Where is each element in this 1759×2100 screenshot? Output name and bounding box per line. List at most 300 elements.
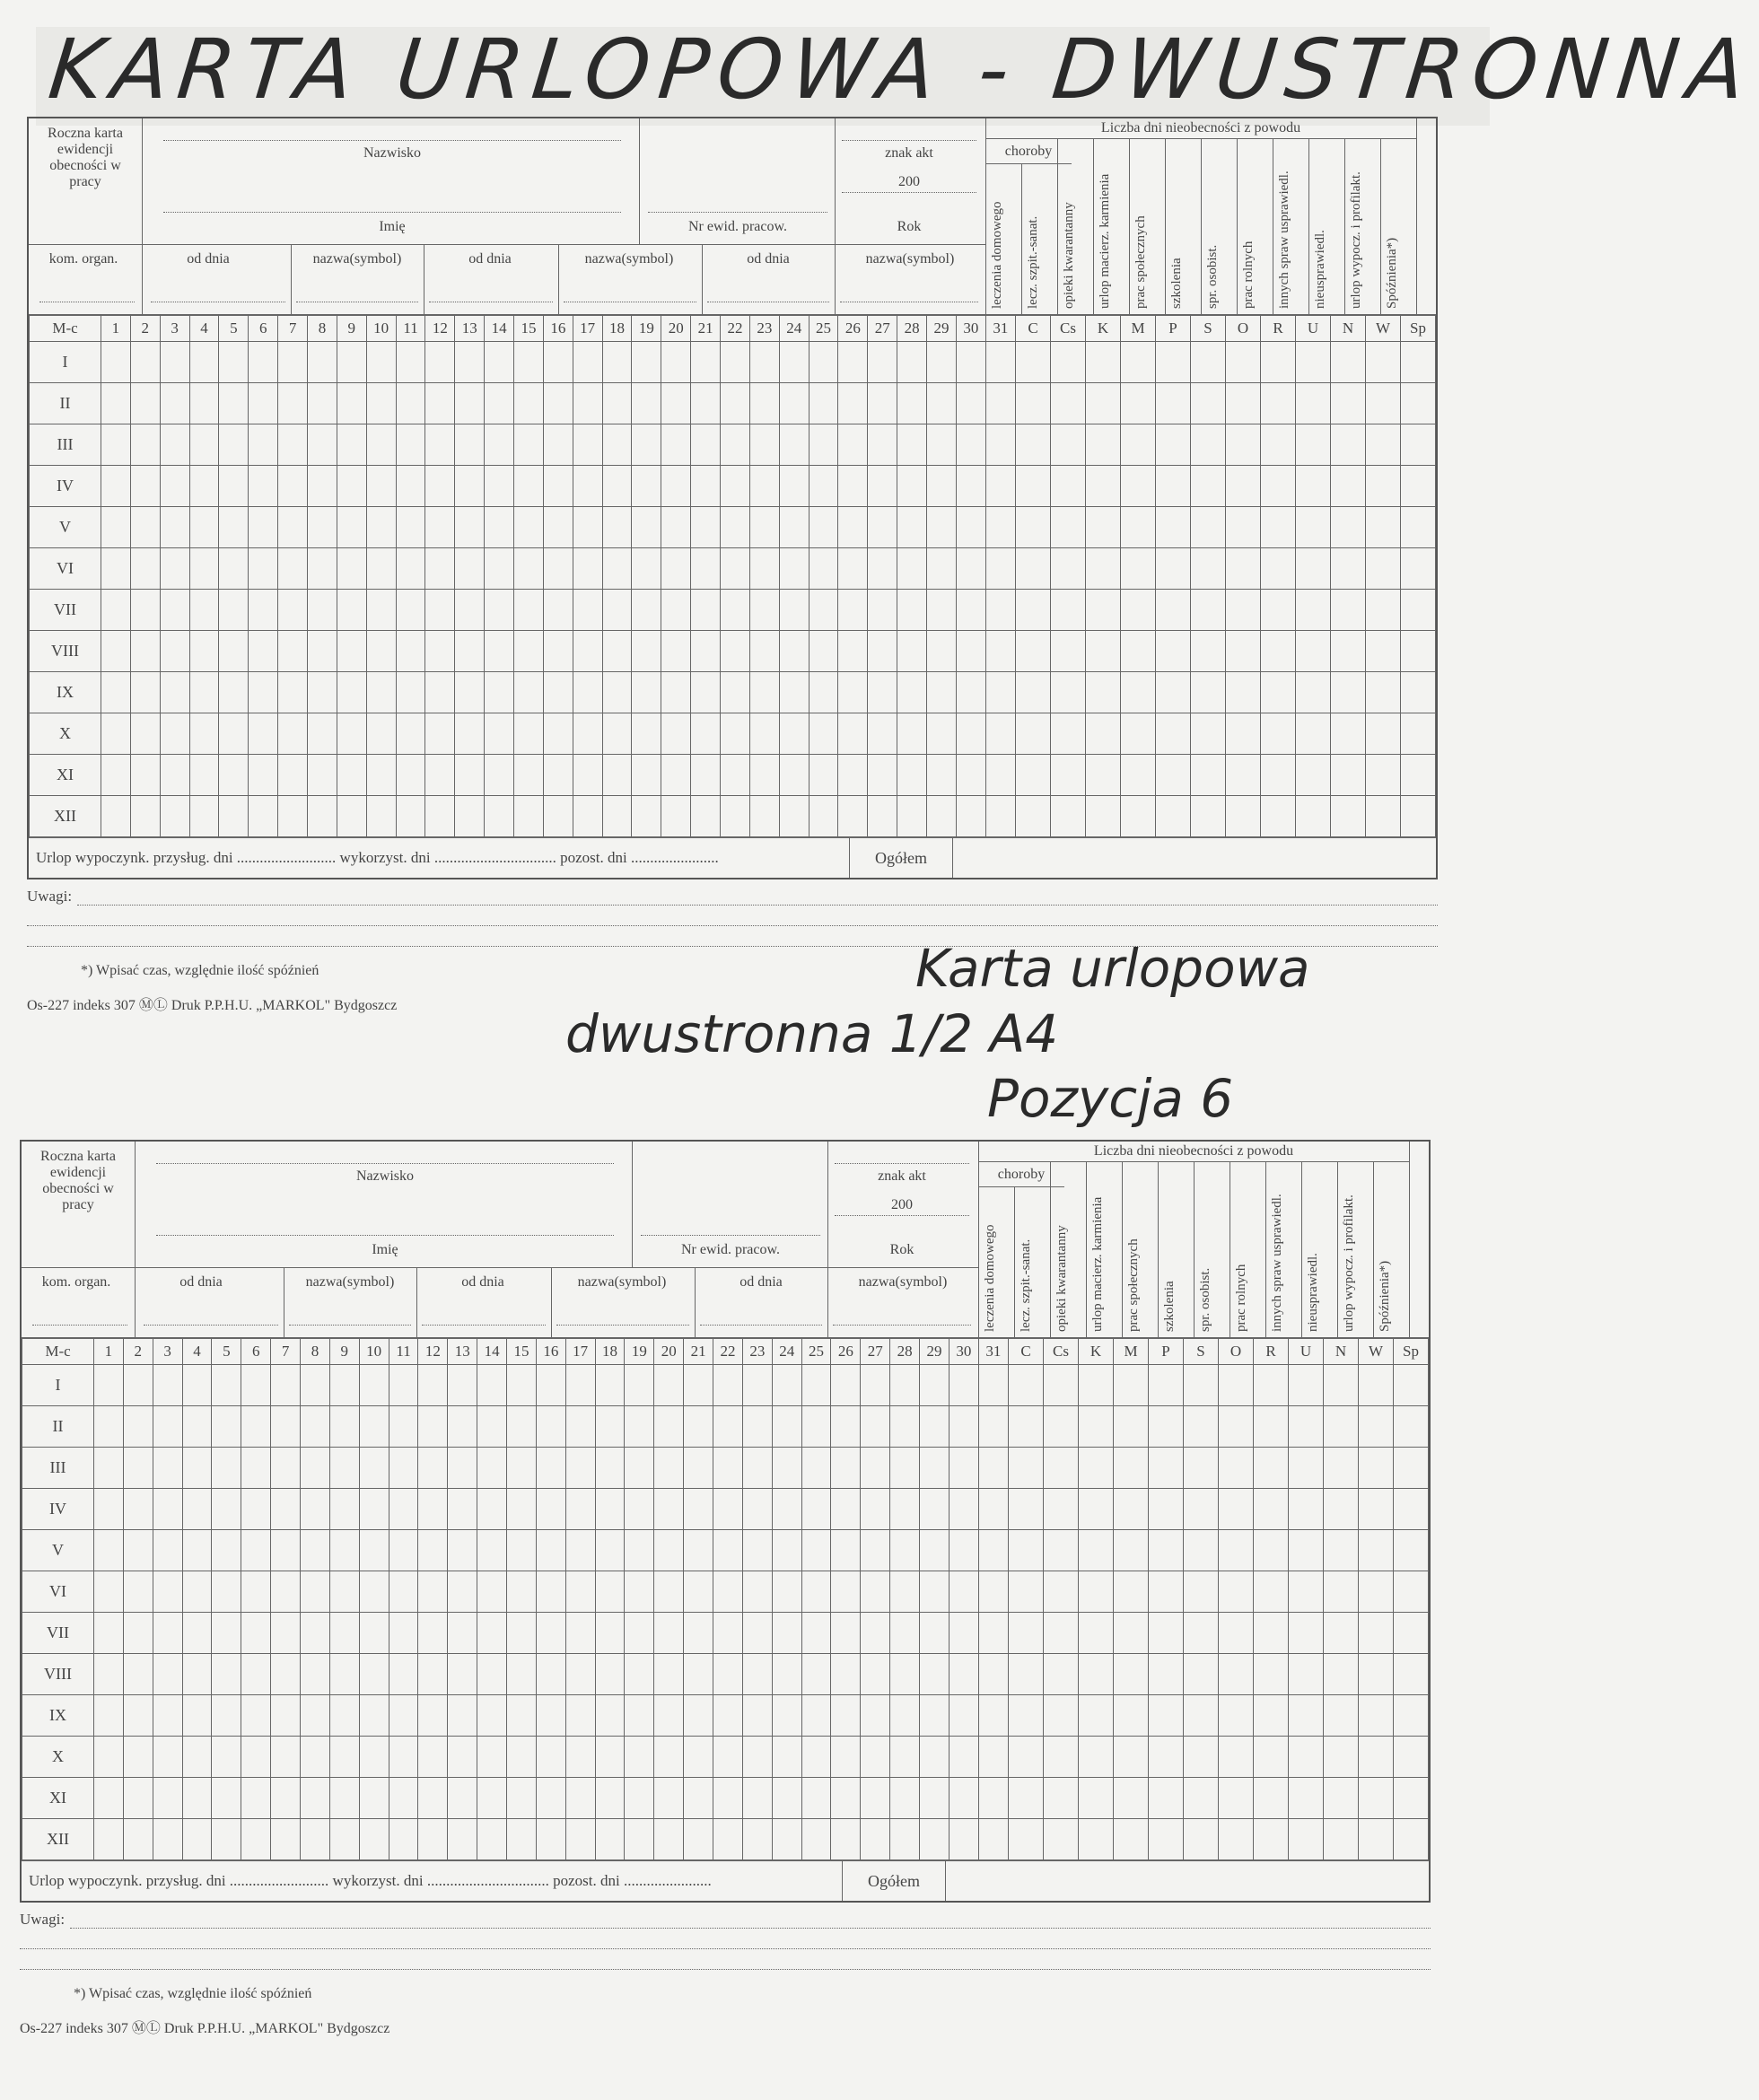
grid-cell[interactable] xyxy=(1051,466,1086,507)
grid-cell[interactable] xyxy=(1359,1406,1394,1448)
grid-cell[interactable] xyxy=(1289,1654,1324,1695)
grid-cell[interactable] xyxy=(772,1613,801,1654)
grid-cell[interactable] xyxy=(123,1365,153,1406)
grid-cell[interactable] xyxy=(868,631,897,672)
grid-cell[interactable] xyxy=(1401,342,1436,383)
grid-cell[interactable] xyxy=(897,548,927,590)
grid-cell[interactable] xyxy=(654,1778,684,1819)
grid-cell[interactable] xyxy=(241,1365,271,1406)
grid-cell[interactable] xyxy=(485,383,514,424)
grid-cell[interactable] xyxy=(1149,1737,1184,1778)
grid-cell[interactable] xyxy=(801,1737,831,1778)
grid-cell[interactable] xyxy=(418,1613,448,1654)
grid-cell[interactable] xyxy=(455,631,485,672)
grid-cell[interactable] xyxy=(359,1819,389,1860)
grid-cell[interactable] xyxy=(189,424,219,466)
grid-cell[interactable] xyxy=(1226,507,1261,548)
grid-cell[interactable] xyxy=(985,796,1015,837)
grid-cell[interactable] xyxy=(366,713,396,755)
grid-cell[interactable] xyxy=(1254,1613,1289,1654)
grid-cell[interactable] xyxy=(691,383,721,424)
grid-cell[interactable] xyxy=(308,424,337,466)
grid-cell[interactable] xyxy=(123,1819,153,1860)
grid-cell[interactable] xyxy=(1184,1571,1219,1613)
grid-cell[interactable] xyxy=(691,631,721,672)
grid-cell[interactable] xyxy=(949,1489,978,1530)
grid-cell[interactable] xyxy=(477,1365,507,1406)
grid-cell[interactable] xyxy=(337,631,366,672)
grid-cell[interactable] xyxy=(301,1737,330,1778)
grid-cell[interactable] xyxy=(1044,1571,1079,1613)
grid-cell[interactable] xyxy=(1156,590,1191,631)
grid-cell[interactable] xyxy=(1296,507,1331,548)
grid-cell[interactable] xyxy=(956,383,985,424)
grid-cell[interactable] xyxy=(749,713,779,755)
grid-cell[interactable] xyxy=(1009,1695,1044,1737)
grid-cell[interactable] xyxy=(1219,1613,1254,1654)
grid-cell[interactable] xyxy=(389,1819,418,1860)
grid-cell[interactable] xyxy=(1289,1448,1324,1489)
grid-cell[interactable] xyxy=(241,1571,271,1613)
grid-cell[interactable] xyxy=(153,1448,182,1489)
grid-cell[interactable] xyxy=(654,1695,684,1737)
grid-cell[interactable] xyxy=(595,1448,625,1489)
grid-cell[interactable] xyxy=(1324,1819,1359,1860)
grid-cell[interactable] xyxy=(978,1695,1008,1737)
grid-cell[interactable] xyxy=(801,1819,831,1860)
grid-cell[interactable] xyxy=(949,1530,978,1571)
grid-cell[interactable] xyxy=(189,383,219,424)
grid-cell[interactable] xyxy=(1121,796,1156,837)
grid-cell[interactable] xyxy=(978,1819,1008,1860)
grid-cell[interactable] xyxy=(514,713,544,755)
grid-cell[interactable] xyxy=(838,713,868,755)
grid-cell[interactable] xyxy=(130,383,160,424)
grid-cell[interactable] xyxy=(396,424,425,466)
grid-cell[interactable] xyxy=(130,796,160,837)
grid-cell[interactable] xyxy=(779,507,809,548)
grid-cell[interactable] xyxy=(713,1489,743,1530)
grid-cell[interactable] xyxy=(301,1365,330,1406)
grid-cell[interactable] xyxy=(477,1530,507,1571)
grid-cell[interactable] xyxy=(1296,548,1331,590)
grid-cell[interactable] xyxy=(1296,713,1331,755)
grid-cell[interactable] xyxy=(366,631,396,672)
grid-cell[interactable] xyxy=(1016,713,1051,755)
grid-cell[interactable] xyxy=(1401,713,1436,755)
grid-cell[interactable] xyxy=(868,424,897,466)
grid-cell[interactable] xyxy=(485,755,514,796)
grid-cell[interactable] xyxy=(956,507,985,548)
grid-cell[interactable] xyxy=(153,1613,182,1654)
grid-cell[interactable] xyxy=(301,1778,330,1819)
grid-cell[interactable] xyxy=(1394,1695,1429,1737)
grid-cell[interactable] xyxy=(1366,590,1401,631)
grid-cell[interactable] xyxy=(1009,1737,1044,1778)
grid-cell[interactable] xyxy=(396,548,425,590)
grid-cell[interactable] xyxy=(661,383,691,424)
grid-cell[interactable] xyxy=(573,548,602,590)
grid-cell[interactable] xyxy=(1226,342,1261,383)
grid-cell[interactable] xyxy=(632,548,661,590)
grid-cell[interactable] xyxy=(1366,383,1401,424)
grid-cell[interactable] xyxy=(1156,548,1191,590)
grid-cell[interactable] xyxy=(861,1365,890,1406)
grid-cell[interactable] xyxy=(772,1365,801,1406)
grid-cell[interactable] xyxy=(219,672,249,713)
grid-cell[interactable] xyxy=(278,342,308,383)
grid-cell[interactable] xyxy=(359,1365,389,1406)
grid-cell[interactable] xyxy=(455,672,485,713)
grid-cell[interactable] xyxy=(425,342,455,383)
grid-cell[interactable] xyxy=(927,755,957,796)
grid-cell[interactable] xyxy=(713,1819,743,1860)
grid-cell[interactable] xyxy=(160,672,189,713)
grid-cell[interactable] xyxy=(271,1406,301,1448)
grid-cell[interactable] xyxy=(927,631,957,672)
grid-cell[interactable] xyxy=(890,1530,920,1571)
grid-cell[interactable] xyxy=(949,1365,978,1406)
grid-cell[interactable] xyxy=(749,631,779,672)
grid-cell[interactable] xyxy=(160,631,189,672)
grid-cell[interactable] xyxy=(868,342,897,383)
grid-cell[interactable] xyxy=(625,1737,654,1778)
grid-cell[interactable] xyxy=(514,507,544,548)
grid-cell[interactable] xyxy=(389,1571,418,1613)
grid-cell[interactable] xyxy=(1261,507,1296,548)
grid-cell[interactable] xyxy=(101,383,131,424)
grid-cell[interactable] xyxy=(249,713,278,755)
grid-cell[interactable] xyxy=(1366,507,1401,548)
grid-cell[interactable] xyxy=(1359,1571,1394,1613)
grid-cell[interactable] xyxy=(123,1448,153,1489)
grid-cell[interactable] xyxy=(890,1448,920,1489)
grid-cell[interactable] xyxy=(1191,342,1226,383)
od-dnia-field-3[interactable] xyxy=(700,1325,822,1326)
grid-cell[interactable] xyxy=(241,1489,271,1530)
grid-cell[interactable] xyxy=(742,1778,772,1819)
grid-cell[interactable] xyxy=(189,548,219,590)
grid-cell[interactable] xyxy=(1079,1778,1114,1819)
grid-cell[interactable] xyxy=(861,1737,890,1778)
grid-cell[interactable] xyxy=(153,1778,182,1819)
grid-cell[interactable] xyxy=(153,1654,182,1695)
grid-cell[interactable] xyxy=(241,1737,271,1778)
grid-cell[interactable] xyxy=(1254,1365,1289,1406)
grid-cell[interactable] xyxy=(396,755,425,796)
grid-cell[interactable] xyxy=(1324,1654,1359,1695)
grid-cell[interactable] xyxy=(94,1448,124,1489)
grid-cell[interactable] xyxy=(1016,424,1051,466)
grid-cell[interactable] xyxy=(160,424,189,466)
grid-cell[interactable] xyxy=(101,590,131,631)
grid-cell[interactable] xyxy=(189,590,219,631)
grid-cell[interactable] xyxy=(1184,1737,1219,1778)
grid-cell[interactable] xyxy=(927,342,957,383)
grid-cell[interactable] xyxy=(1254,1737,1289,1778)
grid-cell[interactable] xyxy=(1261,548,1296,590)
grid-cell[interactable] xyxy=(278,507,308,548)
grid-cell[interactable] xyxy=(838,755,868,796)
grid-cell[interactable] xyxy=(801,1613,831,1654)
grid-cell[interactable] xyxy=(772,1654,801,1695)
grid-cell[interactable] xyxy=(543,507,573,548)
grid-cell[interactable] xyxy=(182,1530,212,1571)
grid-cell[interactable] xyxy=(337,424,366,466)
grid-cell[interactable] xyxy=(1191,631,1226,672)
grid-cell[interactable] xyxy=(101,631,131,672)
grid-cell[interactable] xyxy=(359,1530,389,1571)
grid-cell[interactable] xyxy=(897,383,927,424)
grid-cell[interactable] xyxy=(1184,1778,1219,1819)
grid-cell[interactable] xyxy=(153,1819,182,1860)
grid-cell[interactable] xyxy=(1191,713,1226,755)
grid-cell[interactable] xyxy=(278,713,308,755)
grid-cell[interactable] xyxy=(337,672,366,713)
grid-cell[interactable] xyxy=(801,1571,831,1613)
grid-cell[interactable] xyxy=(1331,466,1366,507)
grid-cell[interactable] xyxy=(897,507,927,548)
grid-cell[interactable] xyxy=(742,1819,772,1860)
grid-cell[interactable] xyxy=(130,713,160,755)
grid-cell[interactable] xyxy=(897,466,927,507)
grid-cell[interactable] xyxy=(749,590,779,631)
grid-cell[interactable] xyxy=(661,631,691,672)
grid-cell[interactable] xyxy=(713,1613,743,1654)
grid-cell[interactable] xyxy=(189,713,219,755)
grid-cell[interactable] xyxy=(543,755,573,796)
grid-cell[interactable] xyxy=(868,713,897,755)
grid-cell[interactable] xyxy=(271,1489,301,1530)
grid-cell[interactable] xyxy=(359,1406,389,1448)
grid-cell[interactable] xyxy=(956,466,985,507)
grid-cell[interactable] xyxy=(1121,590,1156,631)
grid-cell[interactable] xyxy=(301,1654,330,1695)
grid-cell[interactable] xyxy=(831,1365,861,1406)
grid-cell[interactable] xyxy=(271,1613,301,1654)
grid-cell[interactable] xyxy=(241,1530,271,1571)
grid-cell[interactable] xyxy=(809,590,838,631)
grid-cell[interactable] xyxy=(868,383,897,424)
grid-cell[interactable] xyxy=(684,1365,713,1406)
grid-cell[interactable] xyxy=(271,1654,301,1695)
grid-cell[interactable] xyxy=(1226,796,1261,837)
grid-cell[interactable] xyxy=(602,424,632,466)
grid-cell[interactable] xyxy=(1009,1654,1044,1695)
grid-cell[interactable] xyxy=(1324,1695,1359,1737)
grid-cell[interactable] xyxy=(985,631,1015,672)
grid-cell[interactable] xyxy=(721,713,750,755)
grid-cell[interactable] xyxy=(595,1654,625,1695)
grid-cell[interactable] xyxy=(536,1571,565,1613)
grid-cell[interactable] xyxy=(749,548,779,590)
grid-cell[interactable] xyxy=(595,1571,625,1613)
grid-cell[interactable] xyxy=(514,383,544,424)
grid-cell[interactable] xyxy=(691,424,721,466)
grid-cell[interactable] xyxy=(654,1571,684,1613)
grid-cell[interactable] xyxy=(565,1489,595,1530)
grid-cell[interactable] xyxy=(396,507,425,548)
grid-cell[interactable] xyxy=(949,1695,978,1737)
grid-cell[interactable] xyxy=(536,1613,565,1654)
grid-cell[interactable] xyxy=(1366,796,1401,837)
grid-cell[interactable] xyxy=(389,1613,418,1654)
grid-cell[interactable] xyxy=(1079,1365,1114,1406)
grid-cell[interactable] xyxy=(838,548,868,590)
grid-cell[interactable] xyxy=(308,342,337,383)
grid-cell[interactable] xyxy=(978,1365,1008,1406)
grid-cell[interactable] xyxy=(101,424,131,466)
grid-cell[interactable] xyxy=(514,631,544,672)
grid-cell[interactable] xyxy=(1366,424,1401,466)
grid-cell[interactable] xyxy=(1254,1778,1289,1819)
grid-cell[interactable] xyxy=(801,1365,831,1406)
grid-cell[interactable] xyxy=(123,1695,153,1737)
grid-cell[interactable] xyxy=(809,796,838,837)
grid-cell[interactable] xyxy=(1044,1406,1079,1448)
grid-cell[interactable] xyxy=(485,548,514,590)
grid-cell[interactable] xyxy=(595,1737,625,1778)
grid-cell[interactable] xyxy=(632,507,661,548)
grid-cell[interactable] xyxy=(359,1778,389,1819)
grid-cell[interactable] xyxy=(301,1819,330,1860)
grid-cell[interactable] xyxy=(779,590,809,631)
grid-cell[interactable] xyxy=(249,755,278,796)
grid-cell[interactable] xyxy=(543,631,573,672)
grid-cell[interactable] xyxy=(721,342,750,383)
grid-cell[interactable] xyxy=(1079,1489,1114,1530)
grid-cell[interactable] xyxy=(831,1406,861,1448)
grid-cell[interactable] xyxy=(536,1448,565,1489)
grid-cell[interactable] xyxy=(219,713,249,755)
grid-cell[interactable] xyxy=(536,1737,565,1778)
grid-cell[interactable] xyxy=(212,1695,241,1737)
grid-cell[interactable] xyxy=(1226,548,1261,590)
grid-cell[interactable] xyxy=(425,383,455,424)
grid-cell[interactable] xyxy=(514,548,544,590)
grid-cell[interactable] xyxy=(543,466,573,507)
grid-cell[interactable] xyxy=(396,383,425,424)
grid-cell[interactable] xyxy=(985,424,1015,466)
grid-cell[interactable] xyxy=(249,590,278,631)
grid-cell[interactable] xyxy=(514,590,544,631)
grid-cell[interactable] xyxy=(359,1613,389,1654)
grid-cell[interactable] xyxy=(809,507,838,548)
grid-cell[interactable] xyxy=(1051,548,1086,590)
grid-cell[interactable] xyxy=(1296,631,1331,672)
grid-cell[interactable] xyxy=(595,1365,625,1406)
grid-cell[interactable] xyxy=(573,507,602,548)
grid-cell[interactable] xyxy=(536,1778,565,1819)
grid-cell[interactable] xyxy=(366,548,396,590)
grid-cell[interactable] xyxy=(396,590,425,631)
grid-cell[interactable] xyxy=(485,466,514,507)
grid-cell[interactable] xyxy=(418,1778,448,1819)
grid-cell[interactable] xyxy=(625,1448,654,1489)
grid-cell[interactable] xyxy=(271,1571,301,1613)
grid-cell[interactable] xyxy=(536,1695,565,1737)
grid-cell[interactable] xyxy=(565,1406,595,1448)
grid-cell[interactable] xyxy=(212,1571,241,1613)
grid-cell[interactable] xyxy=(1016,796,1051,837)
grid-cell[interactable] xyxy=(1331,424,1366,466)
grid-cell[interactable] xyxy=(1079,1695,1114,1737)
grid-cell[interactable] xyxy=(721,383,750,424)
grid-cell[interactable] xyxy=(1086,383,1121,424)
grid-cell[interactable] xyxy=(749,424,779,466)
grid-cell[interactable] xyxy=(632,631,661,672)
grid-cell[interactable] xyxy=(123,1571,153,1613)
nazwisko-field[interactable] xyxy=(163,140,621,141)
grid-cell[interactable] xyxy=(543,672,573,713)
grid-cell[interactable] xyxy=(212,1654,241,1695)
grid-cell[interactable] xyxy=(1331,713,1366,755)
grid-cell[interactable] xyxy=(366,383,396,424)
grid-cell[interactable] xyxy=(249,342,278,383)
grid-cell[interactable] xyxy=(779,755,809,796)
grid-cell[interactable] xyxy=(249,672,278,713)
grid-cell[interactable] xyxy=(742,1613,772,1654)
grid-cell[interactable] xyxy=(1254,1448,1289,1489)
grid-cell[interactable] xyxy=(632,383,661,424)
grid-cell[interactable] xyxy=(329,1571,359,1613)
grid-cell[interactable] xyxy=(1051,590,1086,631)
grid-cell[interactable] xyxy=(396,631,425,672)
grid-cell[interactable] xyxy=(1296,424,1331,466)
grid-cell[interactable] xyxy=(1254,1819,1289,1860)
grid-cell[interactable] xyxy=(1044,1530,1079,1571)
grid-cell[interactable] xyxy=(271,1530,301,1571)
grid-cell[interactable] xyxy=(1261,755,1296,796)
grid-cell[interactable] xyxy=(602,507,632,548)
grid-cell[interactable] xyxy=(123,1613,153,1654)
grid-cell[interactable] xyxy=(565,1571,595,1613)
grid-cell[interactable] xyxy=(477,1571,507,1613)
grid-cell[interactable] xyxy=(389,1406,418,1448)
grid-cell[interactable] xyxy=(418,1695,448,1737)
grid-cell[interactable] xyxy=(448,1778,477,1819)
grid-cell[interactable] xyxy=(123,1406,153,1448)
grid-cell[interactable] xyxy=(1044,1819,1079,1860)
grid-cell[interactable] xyxy=(1219,1406,1254,1448)
grid-cell[interactable] xyxy=(1289,1819,1324,1860)
grid-cell[interactable] xyxy=(182,1489,212,1530)
grid-cell[interactable] xyxy=(514,796,544,837)
grid-cell[interactable] xyxy=(189,755,219,796)
grid-cell[interactable] xyxy=(978,1654,1008,1695)
grid-cell[interactable] xyxy=(595,1695,625,1737)
grid-cell[interactable] xyxy=(448,1695,477,1737)
grid-cell[interactable] xyxy=(418,1571,448,1613)
grid-cell[interactable] xyxy=(1086,342,1121,383)
grid-cell[interactable] xyxy=(1324,1365,1359,1406)
grid-cell[interactable] xyxy=(448,1613,477,1654)
grid-cell[interactable] xyxy=(861,1406,890,1448)
imie-field[interactable] xyxy=(163,212,621,213)
nazwa-symbol-field-3[interactable] xyxy=(833,1325,971,1326)
grid-cell[interactable] xyxy=(625,1654,654,1695)
grid-cell[interactable] xyxy=(514,424,544,466)
grid-cell[interactable] xyxy=(249,383,278,424)
grid-cell[interactable] xyxy=(477,1654,507,1695)
grid-cell[interactable] xyxy=(448,1737,477,1778)
grid-cell[interactable] xyxy=(772,1530,801,1571)
grid-cell[interactable] xyxy=(684,1530,713,1571)
grid-cell[interactable] xyxy=(1226,466,1261,507)
grid-cell[interactable] xyxy=(308,713,337,755)
grid-cell[interactable] xyxy=(389,1448,418,1489)
grid-cell[interactable] xyxy=(713,1737,743,1778)
